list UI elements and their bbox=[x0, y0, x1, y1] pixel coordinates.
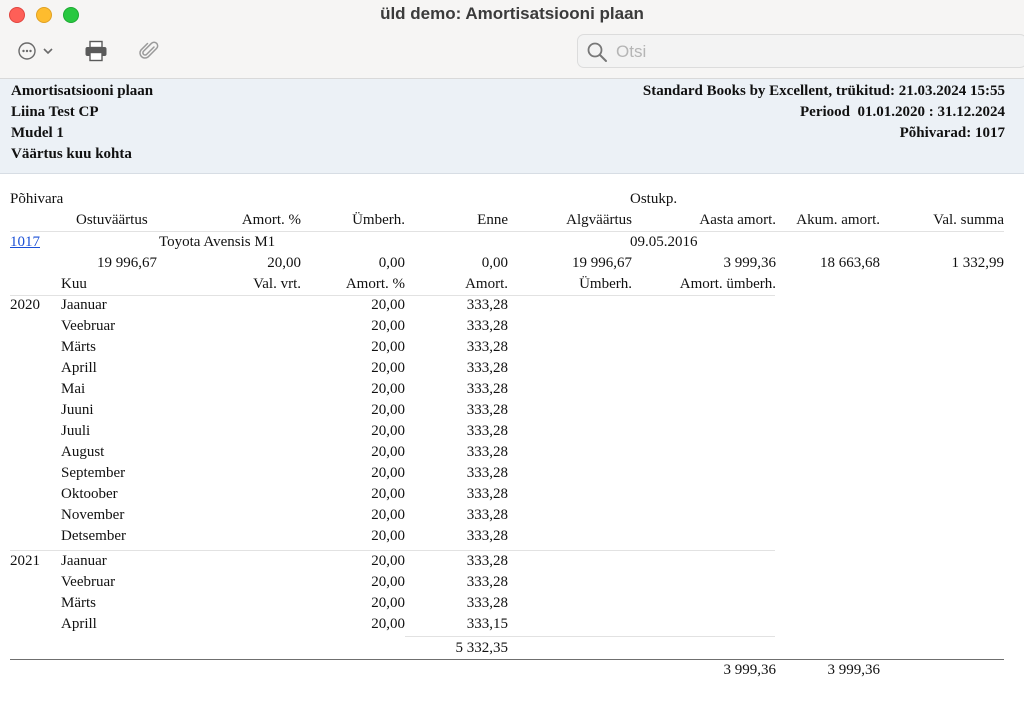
totals-divider bbox=[10, 659, 1004, 660]
month-amort: 333,28 bbox=[466, 402, 508, 418]
report-mode: Väärtus kuu kohta bbox=[11, 146, 132, 162]
month-amort-pct: 20,00 bbox=[371, 595, 405, 611]
month-name: August bbox=[61, 444, 105, 460]
month-name: Mai bbox=[61, 381, 86, 397]
attach-button[interactable] bbox=[136, 38, 162, 64]
col-amort-revaluation: Amort. ümberh. bbox=[679, 276, 776, 292]
month-amort: 333,28 bbox=[466, 339, 508, 355]
asset-year-amort: 3 999,36 bbox=[723, 255, 776, 271]
more-actions-button[interactable] bbox=[14, 38, 60, 64]
month-amort: 333,28 bbox=[466, 297, 508, 313]
asset-revaluation: 0,00 bbox=[378, 255, 405, 271]
month-amort: 333,28 bbox=[466, 553, 508, 569]
printed-info: Standard Books by Excellent, trükitud: 21.03.2024 15:55 bbox=[642, 83, 1005, 99]
month-amort-pct: 20,00 bbox=[371, 507, 405, 523]
search-icon bbox=[586, 41, 608, 63]
month-amort: 333,28 bbox=[466, 318, 508, 334]
month-amort-pct: 20,00 bbox=[371, 553, 405, 569]
month-amort: 333,28 bbox=[466, 595, 508, 611]
asset-code-link[interactable]: 1017 bbox=[10, 234, 40, 250]
print-button[interactable] bbox=[82, 38, 110, 64]
month-amort: 333,28 bbox=[466, 360, 508, 376]
month-name: Jaanuar bbox=[61, 553, 107, 569]
col-asset: Põhivara bbox=[10, 191, 64, 207]
month-amort: 333,28 bbox=[466, 381, 508, 397]
month-amort: 333,28 bbox=[466, 486, 508, 502]
col-currency-rate: Val. vrt. bbox=[253, 276, 301, 292]
month-name: Märts bbox=[61, 595, 96, 611]
asset-name: Toyota Avensis M1 bbox=[159, 234, 276, 250]
month-amort-pct: 20,00 bbox=[371, 486, 405, 502]
col-month-revaluation: Ümberh. bbox=[579, 276, 632, 292]
window-chrome bbox=[0, 0, 1024, 79]
month-name: Märts bbox=[61, 339, 96, 355]
month-amort-pct: 20,00 bbox=[371, 402, 405, 418]
search-field[interactable] bbox=[577, 34, 1024, 68]
col-amort-pct: Amort. % bbox=[241, 212, 301, 228]
col-purchase-value: Ostuväärtus bbox=[76, 212, 148, 228]
month-name: Aprill bbox=[61, 616, 97, 632]
year-label: 2021 bbox=[10, 553, 40, 569]
month-name: Veebruar bbox=[61, 318, 116, 334]
year-label: 2020 bbox=[10, 297, 40, 313]
month-name: September bbox=[61, 465, 126, 481]
month-amort: 333,28 bbox=[466, 507, 508, 523]
col-value-sum: Val. summa bbox=[933, 212, 1004, 228]
month-amort-pct: 20,00 bbox=[371, 381, 405, 397]
month-name: Juuli bbox=[61, 423, 91, 439]
ellipsis-circle-icon bbox=[17, 41, 57, 61]
month-amort-pct: 20,00 bbox=[371, 339, 405, 355]
subtotal-divider bbox=[405, 636, 775, 637]
month-name: Oktoober bbox=[61, 486, 118, 502]
month-amort-pct: 20,00 bbox=[371, 528, 405, 544]
header-divider bbox=[10, 231, 1004, 232]
col-purchase-date: Ostukp. bbox=[630, 191, 678, 207]
month-amort: 333,28 bbox=[466, 528, 508, 544]
year-divider bbox=[10, 550, 775, 551]
asset-initial-value: 19 996,67 bbox=[572, 255, 632, 271]
month-name: Detsember bbox=[61, 528, 126, 544]
total-year-amort: 3 999,36 bbox=[723, 662, 776, 678]
subtotal-amort: 5 332,35 bbox=[455, 640, 508, 656]
company-name: Liina Test CP bbox=[11, 104, 99, 120]
assets-filter: Põhivarad: 1017 bbox=[899, 125, 1005, 141]
month-name: Veebruar bbox=[61, 574, 116, 590]
month-amort-pct: 20,00 bbox=[371, 465, 405, 481]
month-name: November bbox=[61, 507, 125, 523]
period-label: Periood bbox=[800, 104, 850, 120]
asset-purchase-date: 09.05.2016 bbox=[630, 234, 698, 250]
month-name: Jaanuar bbox=[61, 297, 107, 313]
month-amort-pct: 20,00 bbox=[371, 297, 405, 313]
model-name: Mudel 1 bbox=[11, 125, 64, 141]
paperclip-icon bbox=[138, 40, 160, 62]
search-input[interactable] bbox=[614, 39, 998, 65]
month-amort: 333,28 bbox=[466, 423, 508, 439]
col-initial-value: Algväärtus bbox=[566, 212, 632, 228]
month-name: Juuni bbox=[61, 402, 94, 418]
asset-purchase-value: 19 996,67 bbox=[97, 255, 157, 271]
report-header bbox=[0, 79, 1024, 174]
month-amort-pct: 20,00 bbox=[371, 423, 405, 439]
month-amort-pct: 20,00 bbox=[371, 616, 405, 632]
col-revaluation: Ümberh. bbox=[352, 212, 405, 228]
col-month-amort-pct: Amort. % bbox=[345, 276, 405, 292]
month-amort: 333,15 bbox=[466, 616, 508, 632]
asset-accum-amort: 18 663,68 bbox=[820, 255, 880, 271]
period-value: 01.01.2020 : 31.12.2024 bbox=[857, 104, 1005, 120]
month-name: Aprill bbox=[61, 360, 97, 376]
month-amort-pct: 20,00 bbox=[371, 318, 405, 334]
col-month-amort: Amort. bbox=[465, 276, 508, 292]
col-accum-amort: Akum. amort. bbox=[796, 212, 880, 228]
month-amort: 333,28 bbox=[466, 574, 508, 590]
month-amort-pct: 20,00 bbox=[371, 360, 405, 376]
col-before: Enne bbox=[477, 212, 508, 228]
month-amort-pct: 20,00 bbox=[371, 574, 405, 590]
report-body bbox=[0, 174, 1024, 709]
printer-icon bbox=[84, 40, 108, 62]
month-amort: 333,28 bbox=[466, 465, 508, 481]
asset-before: 0,00 bbox=[481, 255, 508, 271]
total-accum-amort: 3 999,36 bbox=[827, 662, 880, 678]
col-month: Kuu bbox=[61, 276, 87, 292]
month-amort: 333,28 bbox=[466, 444, 508, 460]
report-title: Amortisatsiooni plaan bbox=[11, 83, 154, 99]
col-year-amort: Aasta amort. bbox=[699, 212, 776, 228]
asset-amort-pct: 20,00 bbox=[267, 255, 301, 271]
month-amort-pct: 20,00 bbox=[371, 444, 405, 460]
window-title: üld demo: Amortisatsiooni plaan bbox=[380, 4, 644, 23]
period-info bbox=[800, 104, 1005, 121]
asset-value-sum: 1 332,99 bbox=[951, 255, 1004, 271]
